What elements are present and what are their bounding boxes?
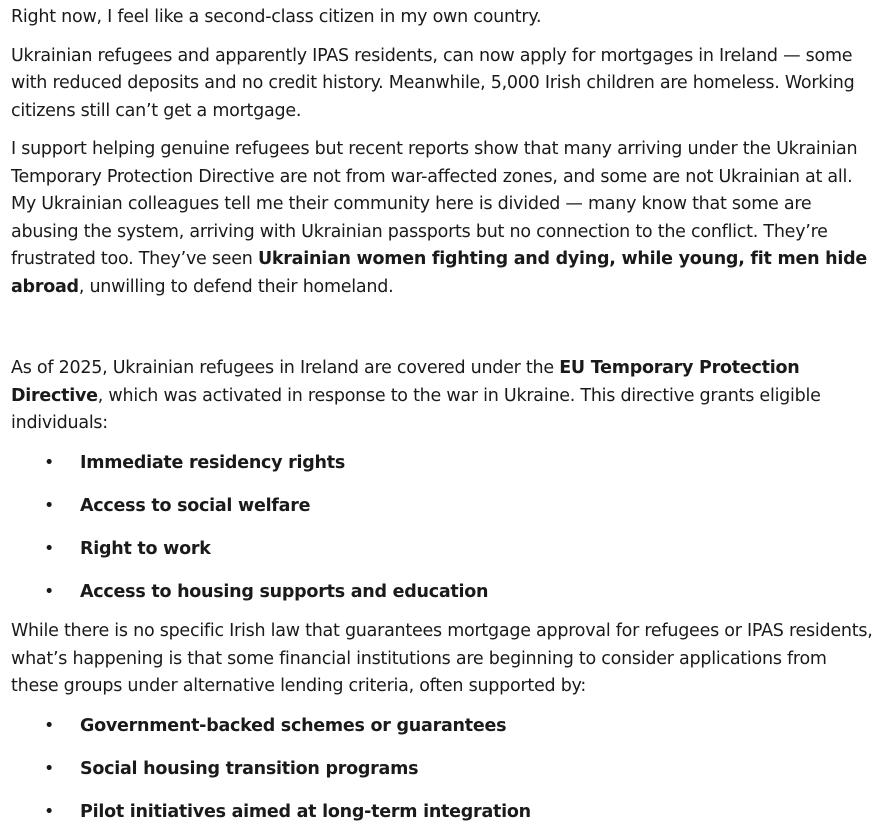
- mortgage-paragraph: Ukrainian refugees and apparently IPAS residents, can now apply for mortgages in Ireland — some with reduced deposits and no credit history. Meanwhile, 5,000 Irish children are homeless. Working citizens still can’t get a mortgage.: [11, 43, 875, 126]
- lending-paragraph: While there is no specific Irish law that guarantees mortgage approval for refugees or IPAS residents, what’s happening is that some financial institutions are beginning to consider applications from these groups under alternative lending criteria, often supported by:: [11, 618, 875, 701]
- list-item-text: Immediate residency rights: [80, 453, 345, 473]
- list-item-text: Social housing transition programs: [80, 759, 418, 779]
- directive-name: EU Temporary Protection Directive: [11, 358, 800, 406]
- directive-paragraph-text-start: As of 2025, Ukrainian refugees in Ireland are covered under the: [11, 358, 559, 378]
- list-item: [11, 536, 875, 564]
- bullet-icon: •: [44, 756, 54, 784]
- bullet-icon: •: [44, 713, 54, 741]
- bullet-icon: •: [44, 450, 54, 478]
- refugee-paragraph-text-end: , unwilling to defend their homeland.: [79, 277, 394, 297]
- list-item-text: Government-backed schemes or guarantees: [80, 716, 506, 736]
- list-item: [11, 579, 875, 607]
- intro-paragraph: Right now, I feel like a second-class citizen in my own country.: [11, 4, 875, 32]
- supports-list: [11, 713, 875, 826]
- directive-paragraph-text-end: , which was activated in response to the war in Ukraine. This directive grants eligible individuals:: [11, 386, 821, 434]
- list-item-text: Access to housing supports and education: [80, 582, 488, 602]
- rights-list: [11, 450, 875, 607]
- list-item: [11, 799, 875, 826]
- list-item-text: Access to social welfare: [80, 496, 310, 516]
- list-item-text: Right to work: [80, 539, 211, 559]
- refugee-paragraph: [11, 136, 875, 301]
- bullet-icon: •: [44, 579, 54, 607]
- list-item: [11, 756, 875, 784]
- directive-paragraph: [11, 355, 875, 438]
- bullet-icon: •: [44, 536, 54, 564]
- refugee-paragraph-text-start: I support helping genuine refugees but recent reports show that many arriving under the Ukrainian Temporary Protection Directive are not from war-affected zones, and some are not Ukrainian at all. My Ukrainian colleagues tell me their community here is divided — many know that some are abusing the system, arriving with Ukrainian passports but no connection to the conflict. They’re frustrated too. They’ve seen: [11, 139, 857, 269]
- list-item-text: Pilot initiatives aimed at long-term integration: [80, 802, 531, 822]
- list-item: [11, 493, 875, 521]
- refugee-paragraph-emphasis: Ukrainian women fighting and dying, while young, fit men hide abroad: [11, 249, 867, 297]
- bullet-icon: •: [44, 493, 54, 521]
- list-item: [11, 450, 875, 478]
- bullet-icon: •: [44, 799, 54, 826]
- list-item: [11, 713, 875, 741]
- document-body: [11, 4, 875, 826]
